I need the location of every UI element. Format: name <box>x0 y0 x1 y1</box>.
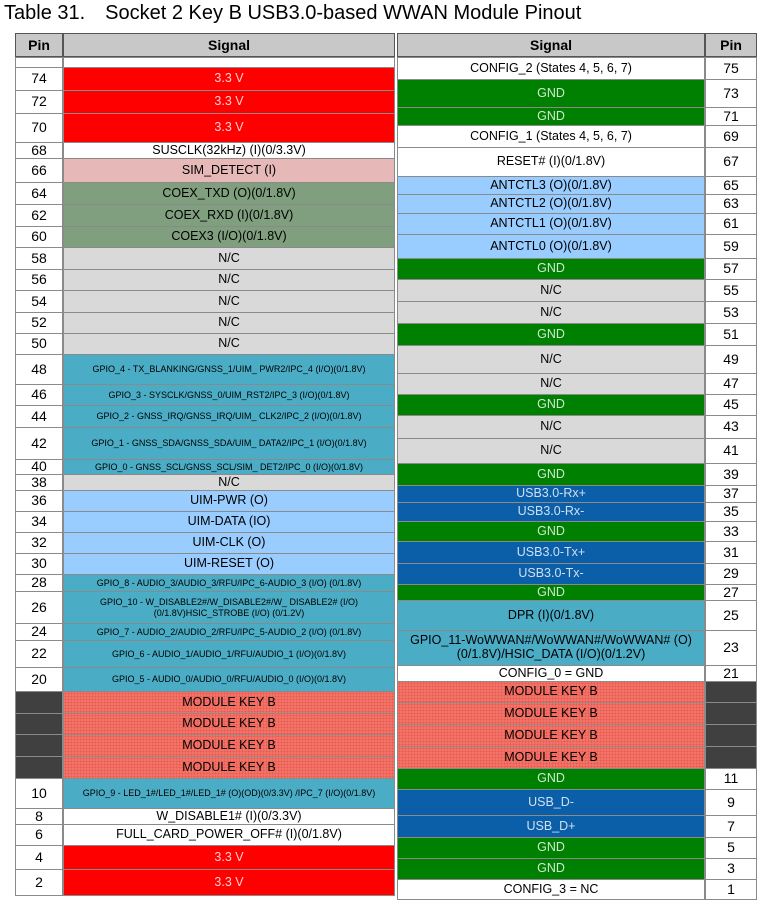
left-signal-name: COEX_RXD (I)(0/1.8V) <box>63 204 395 227</box>
right-pin-number <box>705 702 757 725</box>
right-signal-name: GND <box>397 394 705 416</box>
right-pin-number: 71 <box>705 107 757 126</box>
right-signal-name: MODULE KEY B <box>397 724 705 747</box>
left-signal-name: GPIO_2 - GNSS_IRQ/GNSS_IRQ/UIM_ CLK2/IPC_2 (I/O)(0/1.8V) <box>63 405 395 428</box>
right-signal-name: CONFIG_0 = GND <box>397 665 705 682</box>
table-number: Table 31. <box>4 2 86 24</box>
right-signal-name: GND <box>397 768 705 790</box>
right-signal-name: CONFIG_2 (States 4, 5, 6, 7) <box>397 57 705 80</box>
left-signal-name: N/C <box>63 269 395 291</box>
right-pin-number: 23 <box>705 630 757 666</box>
left-signal-name: SIM_DETECT (I) <box>63 158 395 183</box>
right-signal-name: ANTCTL0 (O)(0/1.8V) <box>397 234 705 259</box>
left-signal-name: UIM-DATA (IO) <box>63 511 395 533</box>
right-signal-name: USB_D+ <box>397 815 705 838</box>
left-signal-name: GPIO_10 - W_DISABLE2#/W_DISABLE2#/W_ DISABLE2# (I/O) (0/1.8V)HSIC_STROBE (I/O) (0/1.2V) <box>63 591 395 624</box>
left-signal-name: COEX3 (I/O)(0/1.8V) <box>63 226 395 248</box>
right-pin-number: 29 <box>705 563 757 585</box>
right-signal-name: N/C <box>397 345 705 374</box>
left-pin-number: 52 <box>15 312 63 334</box>
left-pin-number: 24 <box>15 623 63 641</box>
left-signal-name: MODULE KEY B <box>63 734 395 757</box>
right-pin-number: 25 <box>705 600 757 631</box>
left-signal-name: 3.3 V <box>63 845 395 870</box>
left-pin-number: 72 <box>15 90 63 114</box>
right-pin-number: 47 <box>705 373 757 395</box>
right-pin-number: 63 <box>705 194 757 214</box>
right-signal-name: CONFIG_1 (States 4, 5, 6, 7) <box>397 125 705 148</box>
right-pin-number: 37 <box>705 485 757 503</box>
left-signal-name: GPIO_7 - AUDIO_2/AUDIO_2/RFU/IPC_5-AUDIO_2 (I/O) (0/1.8V) <box>63 623 395 641</box>
left-pin-number: 36 <box>15 490 63 512</box>
left-pin-number: 60 <box>15 226 63 248</box>
left-signal-name: GPIO_0 - GNSS_SCL/GNSS_SCL/SIM_ DET2/IPC_0 (I/O)(0/1.8V) <box>63 459 395 475</box>
right-signal-name: ANTCTL1 (O)(0/1.8V) <box>397 213 705 235</box>
left-signal-name: 3.3 V <box>63 869 395 896</box>
right-signal-name: USB3.0-Tx+ <box>397 541 705 564</box>
right-signal-name: ANTCTL2 (O)(0/1.8V) <box>397 194 705 214</box>
right-pin-number: 49 <box>705 345 757 374</box>
right-pin-number: 5 <box>705 837 757 859</box>
right-pin-number: 33 <box>705 521 757 542</box>
left-pin-number: 10 <box>15 778 63 809</box>
left-signal-name: FULL_CARD_POWER_OFF# (I)(0/1.8V) <box>63 824 395 846</box>
left-signal-name: SUSCLK(32kHz) (I)(0/3.3V) <box>63 142 395 159</box>
left-signal-name: GPIO_8 - AUDIO_3/AUDIO_3/RFU/IPC_6-AUDIO_3 (I/O) (0/1.8V) <box>63 574 395 592</box>
right-pin-number <box>705 724 757 747</box>
right-signal-name: N/C <box>397 438 705 464</box>
right-signal-name: USB3.0-Rx- <box>397 502 705 522</box>
right-signal-name: N/C <box>397 373 705 395</box>
left-signal-header: Signal <box>63 33 395 57</box>
left-signal-name: UIM-RESET (O) <box>63 553 395 575</box>
left-pin-header: Pin <box>15 33 63 57</box>
left-pin-number: 58 <box>15 247 63 270</box>
left-signal-name: N/C <box>63 333 395 355</box>
left-pin-number: 64 <box>15 182 63 205</box>
left-pin-number: 26 <box>15 591 63 624</box>
right-pin-number: 61 <box>705 213 757 235</box>
right-pin-number: 53 <box>705 301 757 324</box>
right-pin-number: 69 <box>705 125 757 148</box>
right-pin-number: 55 <box>705 279 757 302</box>
left-signal-name: GPIO_1 - GNSS_SDA/GNSS_SDA/UIM_ DATA2/IPC_1 (I/O)(0/1.8V) <box>63 427 395 460</box>
right-signal-name: USB_D- <box>397 789 705 816</box>
right-signal-name: GND <box>397 107 705 126</box>
right-signal-name: ANTCTL3 (O)(0/1.8V) <box>397 176 705 195</box>
right-pin-number: 45 <box>705 394 757 416</box>
right-pin-number: 73 <box>705 79 757 108</box>
left-signal-name: GPIO_9 - LED_1#/LED_1#/LED_1# (O)(OD)(0/3.3V) /IPC_7 (I/O)(0/1.8V) <box>63 778 395 809</box>
right-pin-number: 67 <box>705 147 757 177</box>
left-pin-number: 74 <box>15 67 63 91</box>
right-signal-name: GND <box>397 584 705 601</box>
right-signal-name: GND <box>397 463 705 486</box>
right-pin-number: 27 <box>705 584 757 601</box>
right-pin-number: 35 <box>705 502 757 522</box>
right-signal-name: MODULE KEY B <box>397 746 705 769</box>
right-signal-name: N/C <box>397 415 705 439</box>
right-pin-number: 51 <box>705 323 757 346</box>
table-title <box>4 2 581 24</box>
right-signal-name: DPR (I)(0/1.8V) <box>397 600 705 631</box>
left-signal-name: MODULE KEY B <box>63 691 395 714</box>
left-pin-number <box>15 756 63 779</box>
left-pin-number: 4 <box>15 845 63 870</box>
left-signal-name: N/C <box>63 312 395 334</box>
left-signal-name: COEX_TXD (O)(0/1.8V) <box>63 182 395 205</box>
left-pin-number: 40 <box>15 459 63 475</box>
right-pin-number: 9 <box>705 789 757 816</box>
right-signal-name: CONFIG_3 = NC <box>397 879 705 900</box>
left-pin-number: 56 <box>15 269 63 291</box>
right-pin-number <box>705 746 757 769</box>
left-pin-number: 6 <box>15 824 63 846</box>
left-signal-name: W_DISABLE1# (I)(0/3.3V) <box>63 808 395 825</box>
left-signal-name: 3.3 V <box>63 67 395 91</box>
right-pin-number: 1 <box>705 879 757 900</box>
left-pin-number: 54 <box>15 290 63 313</box>
left-pin-number: 48 <box>15 354 63 385</box>
left-pin-number: 20 <box>15 667 63 692</box>
left-pin-number: 30 <box>15 553 63 575</box>
right-pin-number: 31 <box>705 541 757 564</box>
right-pin-number: 21 <box>705 665 757 682</box>
left-pin-number: 8 <box>15 808 63 825</box>
right-signal-name: GND <box>397 837 705 859</box>
table-caption: Socket 2 Key B USB3.0-based WWAN Module Pinout <box>105 2 582 24</box>
right-pin-number: 75 <box>705 57 757 80</box>
left-pin-number: 44 <box>15 405 63 428</box>
left-signal-name: GPIO_5 - AUDIO_0/AUDIO_0/RFU/AUDIO_0 (I/O)(0/1.8V) <box>63 667 395 692</box>
right-pin-number <box>705 681 757 703</box>
left-pin-number: 32 <box>15 532 63 554</box>
left-signal-name: 3.3 V <box>63 90 395 114</box>
left-pin-number: 66 <box>15 158 63 183</box>
right-pin-number: 57 <box>705 258 757 280</box>
right-pin-number: 3 <box>705 858 757 880</box>
left-pin-number: 22 <box>15 640 63 668</box>
right-signal-name: GND <box>397 521 705 542</box>
right-signal-name: GND <box>397 258 705 280</box>
left-signal-name: GPIO_6 - AUDIO_1/AUDIO_1/RFU/AUDIO_1 (I/O)(0/1.8V) <box>63 640 395 668</box>
right-pin-number: 39 <box>705 463 757 486</box>
right-pin-number: 65 <box>705 176 757 195</box>
right-signal-name: GND <box>397 858 705 880</box>
left-signal-name: MODULE KEY B <box>63 713 395 735</box>
left-signal-name: N/C <box>63 247 395 270</box>
left-pin-number: 42 <box>15 427 63 460</box>
left-signal-name: N/C <box>63 290 395 313</box>
left-signal-name: GPIO_4 - TX_BLANKING/GNSS_1/UIM_ PWR2/IPC_4 (I/O)(0/1.8V) <box>63 354 395 385</box>
left-pin-number <box>15 713 63 735</box>
left-signal-name: GPIO_3 - SYSCLK/GNSS_0/UIM_RST2/IPC_3 (I/O)(0/1.8V) <box>63 384 395 406</box>
right-signal-name: GPIO_11-WoWWAN#/WoWWAN#/WoWWAN# (O)(0/1.8V)/HSIC_DATA (I/O)(0/1.2V) <box>397 630 705 666</box>
left-signal-name: UIM-PWR (O) <box>63 490 395 512</box>
left-pin-number: 50 <box>15 333 63 355</box>
right-pin-number: 43 <box>705 415 757 439</box>
left-pin-number <box>15 734 63 757</box>
right-signal-name: MODULE KEY B <box>397 702 705 725</box>
right-pin-number: 11 <box>705 768 757 790</box>
left-pin-number: 34 <box>15 511 63 533</box>
right-signal-name: N/C <box>397 279 705 302</box>
right-pin-number: 41 <box>705 438 757 464</box>
right-pin-number: 7 <box>705 815 757 838</box>
right-signal-name: GND <box>397 323 705 346</box>
right-signal-header: Signal <box>397 33 705 57</box>
left-signal-name: MODULE KEY B <box>63 756 395 779</box>
left-pin-number: 2 <box>15 869 63 896</box>
left-pin-number: 46 <box>15 384 63 406</box>
right-pin-number: 59 <box>705 234 757 259</box>
right-signal-name: RESET# (I)(0/1.8V) <box>397 147 705 177</box>
left-pin-number: 28 <box>15 574 63 592</box>
left-pin-number <box>15 691 63 714</box>
right-signal-name: MODULE KEY B <box>397 681 705 703</box>
left-pin-number: 38 <box>15 474 63 491</box>
left-pin-number: 70 <box>15 113 63 143</box>
left-signal-name: UIM-CLK (O) <box>63 532 395 554</box>
left-signal-name: 3.3 V <box>63 113 395 143</box>
left-pin-number: 68 <box>15 142 63 159</box>
left-signal-name: N/C <box>63 474 395 491</box>
right-pin-header: Pin <box>705 33 757 57</box>
right-signal-name: USB3.0-Tx- <box>397 563 705 585</box>
right-signal-name: USB3.0-Rx+ <box>397 485 705 503</box>
left-pin-number: 62 <box>15 204 63 227</box>
right-signal-name: GND <box>397 79 705 108</box>
right-signal-name: N/C <box>397 301 705 324</box>
